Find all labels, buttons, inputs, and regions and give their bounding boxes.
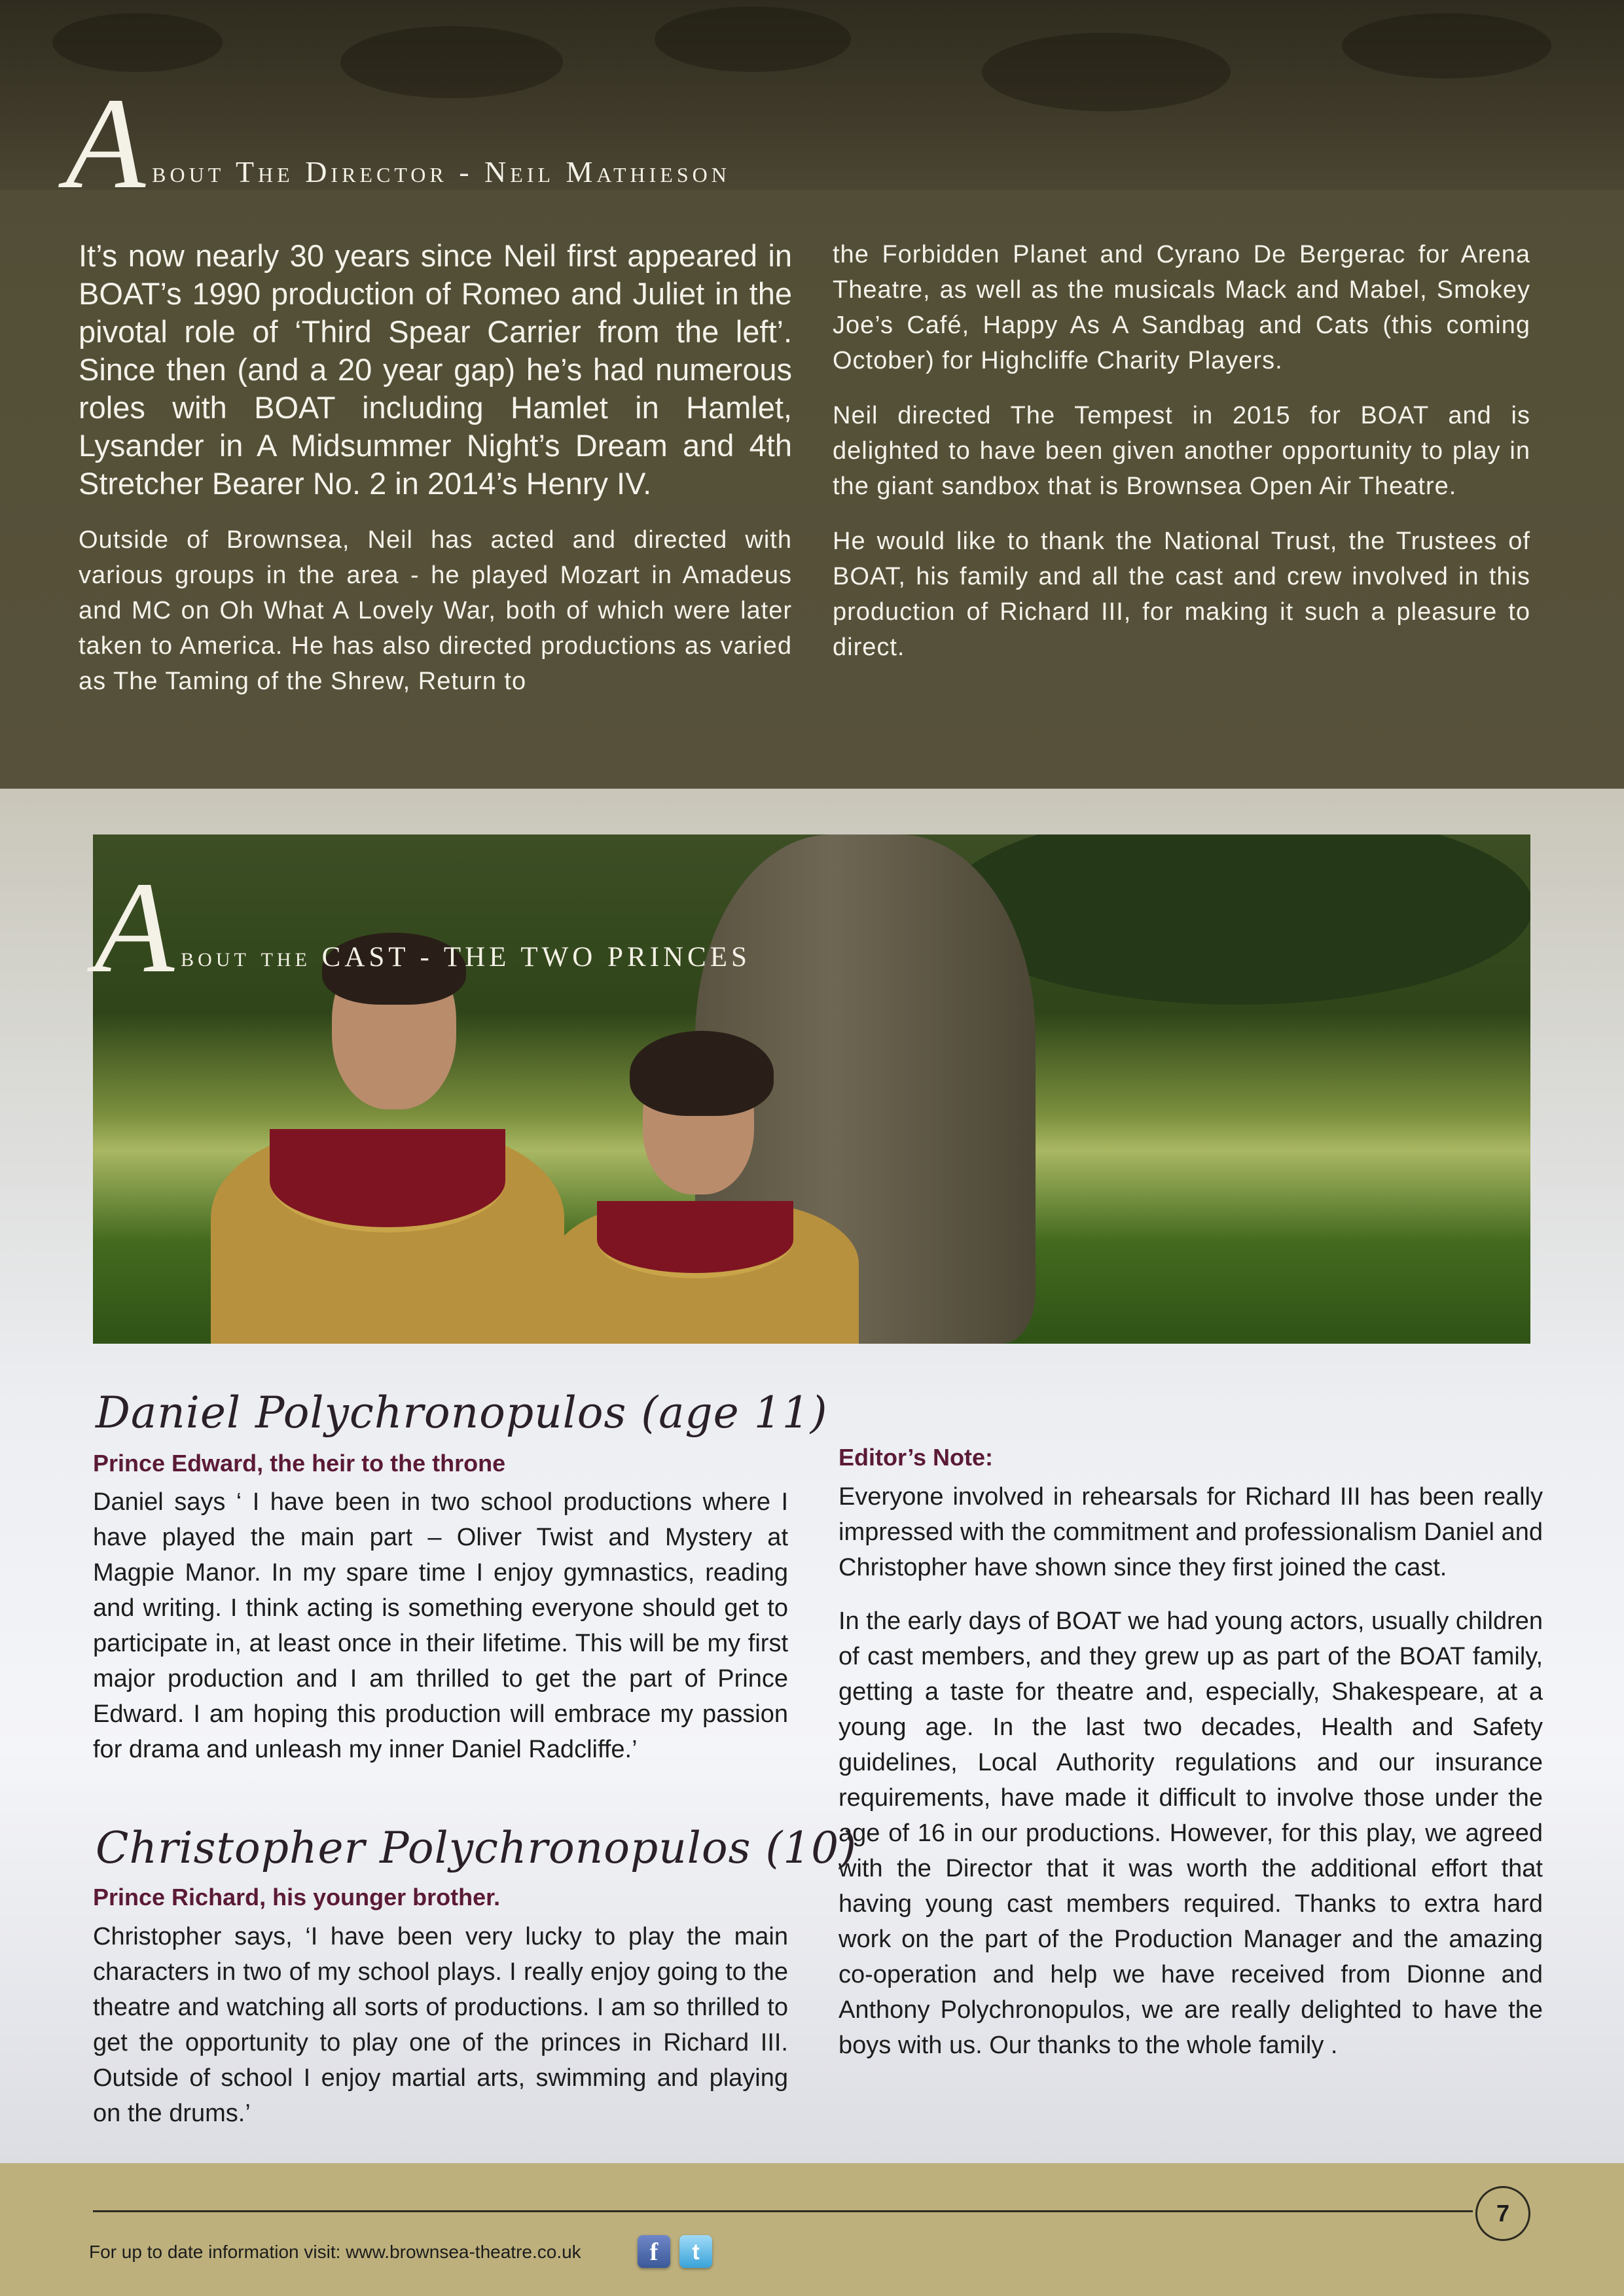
footer-website-text: For up to date information visit: www.brownsea-theatre.co.uk [89, 2242, 581, 2262]
costume-collar [597, 1201, 793, 1278]
director-heading [65, 71, 731, 216]
costume-collar [270, 1129, 505, 1232]
foliage-shape [655, 7, 851, 72]
foliage-shape [982, 33, 1231, 111]
christopher-role: Prince Richard, his younger brother. [93, 1884, 501, 1910]
director-paragraph: He would like to thank the National Trust, the Trustees of BOAT, his family and all the cast and crew involved in this production of Richard III, for making it such a pleasure to direct. [833, 528, 1530, 661]
facebook-icon[interactable]: f [638, 2235, 670, 2268]
director-paragraph: Outside of Brownsea, Neil has acted and directed with various groups in the area - he played Mozart in Amadeus and MC on Oh What A Lovely War, both of which were later taken to America. He has also directed productions as varied as The Taming of the Shrew, Return to [79, 526, 792, 695]
cast-heading [94, 855, 751, 1000]
heading-drop-cap: A [65, 71, 150, 216]
editors-note-label: Editor’s Note: [839, 1444, 994, 1471]
tree-canopy [944, 834, 1530, 1005]
page-footer [0, 2163, 1624, 2296]
foliage-shape [1342, 13, 1551, 79]
heading-text: bout the CAST - THE TWO PRINCES [181, 942, 751, 973]
heading-text: bout The Director - Neil Mathieson [152, 155, 731, 188]
director-right-column [833, 237, 1530, 685]
editors-note-paragraph: In the early days of BOAT we had young actors, usually children of cast members, and they grew up as part of the BOAT family, getting a taste for theatre and, especially, Shakespeare, at a young age. In the last two decades, Health and Safety guidelines, Local Authority regulations and our insurance requirements, have made it difficult to involve those under the age of 16 in our productions. However, for this play, we agreed with the Director that it was worth the additional effort that having young cast members required. Thanks to extra hard work on the part of the Production Manager and the amazing co-operation and help we have received from Dionne and Anthony Polychronopulos, we are really delighted to have the boys with us. Our thanks to the whole family . [839, 1607, 1543, 2059]
director-paragraph: the Forbidden Planet and Cyrano De Bergerac for Arena Theatre, as well as the musicals Mack and Mabel, Smokey Joe’s Café, Happy As A Sandbag and Cats (this coming October) for Highcliffe Charity Players. [833, 241, 1530, 374]
director-lead-paragraph: It’s now nearly 30 years since Neil first appeared in BOAT’s 1990 production of Romeo and Juliet in the pivotal role of ‘Third Spear Carrier from the left’. Since then (and a 20 year gap) he’s had numerous roles with BOAT including Hamlet in Hamlet, Lysander in A Midsummer Night’s Dream and 4th Stretcher Bearer No. 2 in 2014’s Henry IV. [79, 238, 792, 501]
editors-note-paragraph: Everyone involved in rehearsals for Richard III has been really impressed with the commitment and professionalism Daniel and Christopher have shown since they first joined the cast. [839, 1483, 1543, 1581]
daniel-role: Prince Edward, the heir to the throne [93, 1450, 506, 1477]
footer-divider [93, 2210, 1473, 2212]
editors-note [839, 1479, 1543, 2081]
foliage-shape [52, 13, 223, 72]
bio-paragraph: Daniel says ‘ I have been in two school productions where I have played the main part – Oliver Twist and Mystery at Magpie Manor. In my spare time I enjoy gymnastics, reading and writing. I think acting is something everyone should get to participate in, at least once in their lifetime. This will be my first major production and I am thrilled to get the part of Prince Edward. I am hoping this production will embrace my passion for drama and unleash my inner Daniel Radcliffe.’ [93, 1488, 788, 1763]
director-paragraph: Neil directed The Tempest in 2015 for BOAT and is delighted to have been given another opportunity to play in the giant sandbox that is Brownsea Open Air Theatre. [833, 402, 1530, 500]
daniel-bio [93, 1484, 788, 1785]
christopher-bio [93, 1919, 788, 2149]
page-number: 7 [1475, 2186, 1530, 2241]
daniel-name: Daniel Polychronopulos (age 11) [96, 1388, 828, 1438]
bio-paragraph: Christopher says, ‘I have been very lucky to play the main characters in two of my school plays. I really enjoy going to the theatre and watching all sorts of productions. I am so thrilled to get the opportunity to play one of the princes in Richard III. Outside of school I enjoy martial arts, swimming and playing on the drums.’ [93, 1923, 788, 2127]
director-section [0, 0, 1624, 789]
director-left-column [79, 237, 792, 717]
twitter-icon[interactable]: t [679, 2235, 712, 2268]
hair [630, 1031, 774, 1116]
heading-drop-cap: A [94, 855, 179, 1000]
christopher-name: Christopher Polychronopulos (10) [96, 1823, 857, 1873]
